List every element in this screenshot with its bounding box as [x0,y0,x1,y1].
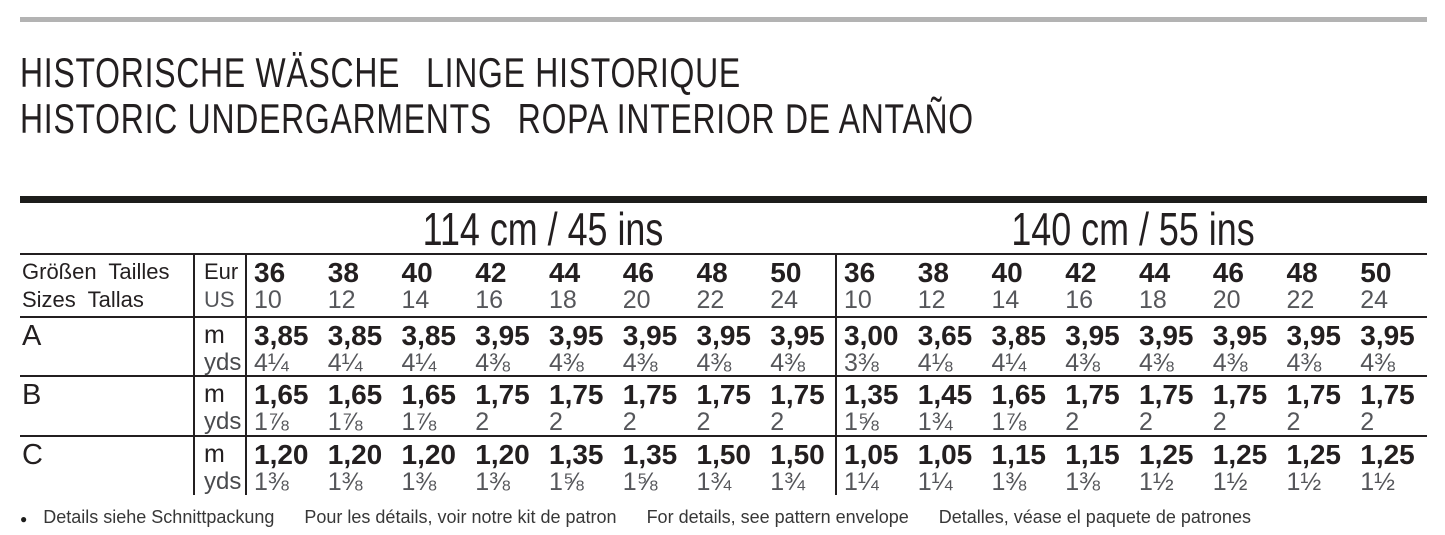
meters-value: 3,95 [622,320,678,351]
eur-size: 42 [475,257,507,288]
us-size: 14 [991,286,1020,314]
yardage-cell-a [1132,318,1206,375]
yards-value: 1¼ [917,468,953,495]
yards-value: 1¾ [770,468,806,495]
yardage-cell-c [616,437,690,495]
us-size: 24 [1360,286,1389,314]
yards-value: 2 [622,408,637,435]
yards-value: 2 [696,408,711,435]
table-row-view-a [20,316,1427,375]
unit-cell [195,377,247,435]
yardage-cell-a [690,318,764,375]
unit-cell [195,318,247,375]
view-label-cell [20,377,195,435]
yards-value: 2 [1360,408,1375,435]
title-spanish: ROPA INTERIOR DE ANTAÑO [517,95,974,142]
yardage-cell-c [1353,437,1427,495]
yards-value: 4⅜ [1360,349,1396,375]
meters-value: 3,00 [844,320,899,351]
meters-value: 1,75 [1212,379,1268,410]
yardage-cell-c [690,437,764,495]
yards-value: 1⅜ [991,468,1027,495]
size-column-header [1132,255,1206,316]
footer-note-french: Pour les détails, voir notre kit de patron [304,507,617,527]
us-size: 16 [475,286,504,314]
yards-value: 4⅜ [1139,349,1174,375]
yardage-cell-a [468,318,542,375]
us-size: 10 [844,286,872,314]
yardage-cell-a [395,318,469,375]
meters-value: 1,25 [1212,439,1268,470]
fabric-width-140: 140 cm / 55 ins [1011,203,1255,255]
yards-value: 1⅜ [475,468,511,495]
title-french: LINGE HISTORIQUE [426,49,741,96]
yardage-cell-a [763,318,837,375]
yards-value: 4⅜ [1286,349,1322,375]
yards-value: 2 [549,408,563,435]
meters-value: 3,95 [475,320,530,351]
yardage-cell-b [1206,377,1280,435]
yards-value: 1⅜ [327,468,363,495]
yards-value: 1⅝ [844,408,879,435]
yardage-cell-a [1353,318,1427,375]
yards-value: 1¼ [844,468,879,495]
yardage-cell-c [763,437,837,495]
meters-value: 3,95 [1286,320,1341,351]
meters-value: 1,75 [1139,379,1194,410]
meters-value: 3,95 [1360,320,1415,351]
yardage-cell-b [1132,377,1206,435]
eur-size: 42 [1065,257,1097,288]
yards-value: 4⅜ [1065,349,1101,375]
yardage-cell-c [1058,437,1132,495]
yards-value: 2 [1139,408,1153,435]
meters-value: 3,65 [917,320,973,351]
us-size: 16 [1065,286,1094,314]
meters-value: 3,95 [549,320,604,351]
table-top-bar [20,196,1427,203]
table-row-view-c [20,435,1427,495]
view-label-cell [20,437,195,495]
meters-value: 1,05 [844,439,899,470]
yardage-cell-a [247,318,321,375]
us-size: 20 [622,286,651,314]
unit-yards: yds [204,349,242,375]
meters-value: 1,15 [1065,439,1120,470]
view-letter: C [22,439,43,471]
yards-value: 3⅜ [844,349,879,375]
us-size: 24 [770,286,799,314]
fabric-width-headers [20,203,1427,253]
meters-value: 1,75 [549,379,604,410]
view-label-cell [20,318,195,375]
yardage-cell-a [837,318,911,375]
yardage-cell-c [1132,437,1206,495]
meters-value: 1,15 [991,439,1046,470]
yardage-cell-b [616,377,690,435]
yardage-cell-c [247,437,321,495]
size-system-eur: Eur [204,259,239,284]
yardage-cell-b [247,377,321,435]
size-column-header [321,255,395,316]
fabric-width-114: 114 cm / 45 ins [422,203,664,255]
yards-value: 4¼ [991,349,1027,375]
yardage-cell-b [911,377,985,435]
yards-value: 1⅞ [254,408,289,435]
yards-value: 2 [475,408,490,435]
meters-value: 1,35 [622,439,678,470]
yardage-cell-b [1058,377,1132,435]
unit-yards: yds [204,408,242,435]
yardage-cell-a [1206,318,1280,375]
us-size: 12 [327,286,356,314]
meters-value: 3,95 [1065,320,1120,351]
yards-value: 4⅜ [549,349,584,375]
meters-value: 3,85 [991,320,1046,351]
unit-meters: m [204,321,225,349]
meters-value: 1,20 [254,439,309,470]
meters-value: 3,85 [401,320,456,351]
footer-notes [20,507,1251,528]
unit-yards: yds [204,468,242,495]
page-title [20,50,1275,142]
meters-value: 3,95 [696,320,751,351]
title-line-2 [20,96,974,142]
yards-value: 1¾ [917,408,953,435]
yards-value: 1½ [1212,468,1248,495]
size-column-header [542,255,616,316]
yardage-cell-b [690,377,764,435]
yardage-cell-a [616,318,690,375]
us-size: 22 [696,286,725,314]
meters-value: 3,95 [1212,320,1268,351]
footer-note-spanish: Detalles, véase el paquete de patrones [938,507,1251,527]
us-size: 20 [1212,286,1241,314]
meters-value: 3,85 [327,320,383,351]
yardage-cell-c [911,437,985,495]
eur-size: 50 [1360,257,1392,288]
size-column-header [1280,255,1354,316]
yards-value: 1⅜ [254,468,289,495]
yardage-cell-c [468,437,542,495]
meters-value: 1,75 [770,379,825,410]
meters-value: 1,25 [1139,439,1194,470]
yards-value: 2 [770,408,785,435]
meters-value: 1,20 [327,439,383,470]
yards-value: 4⅜ [475,349,511,375]
size-column-header [395,255,469,316]
yards-value: 1⅜ [401,468,437,495]
size-column-header [985,255,1059,316]
size-column-header [690,255,764,316]
size-column-header [1058,255,1132,316]
meters-value: 1,45 [917,379,973,410]
yardage-cell-b [763,377,837,435]
unit-meters: m [204,380,225,408]
yardage-cell-c [395,437,469,495]
yardage-cell-b [985,377,1059,435]
yardage-cell-b [468,377,542,435]
table-row-view-b [20,375,1427,435]
view-letter: A [22,320,42,352]
meters-value: 1,65 [991,379,1046,410]
yardage-cell-c [542,437,616,495]
size-system-us: US [204,287,235,312]
yards-value: 4¼ [327,349,363,375]
yards-value: 4⅜ [622,349,658,375]
sizes-label-en-es: Sizes Tallas [22,287,144,312]
size-column-header [616,255,690,316]
yards-value: 4⅛ [917,349,953,375]
yardage-cell-a [911,318,985,375]
yards-value: 1½ [1360,468,1396,495]
yardage-cell-c [1206,437,1280,495]
yardage-cell-b [1353,377,1427,435]
yardage-cell-c [985,437,1059,495]
yards-value: 1⅞ [991,408,1027,435]
yards-value: 1⅜ [1065,468,1101,495]
yards-value: 1⅝ [549,468,584,495]
meters-value: 3,95 [1139,320,1194,351]
yards-value: 4¼ [401,349,437,375]
meters-value: 1,25 [1286,439,1341,470]
yardage-cell-b [1280,377,1354,435]
footer-note-german: Details siehe Schnittpackung [43,507,275,527]
meters-value: 3,95 [770,320,825,351]
yardage-cell-b [542,377,616,435]
eur-size: 40 [991,257,1023,288]
meters-value: 1,75 [1065,379,1120,410]
meters-value: 1,35 [549,439,604,470]
yards-value: 4⅜ [696,349,732,375]
eur-size: 46 [622,257,654,288]
eur-size: 50 [770,257,802,288]
yards-value: 1⅞ [401,408,437,435]
eur-size: 38 [917,257,949,288]
size-column-header [247,255,321,316]
eur-size: 46 [1212,257,1244,288]
size-column-header [1353,255,1427,316]
sizes-label-de-fr: Größen Tailles [22,259,170,284]
size-system-cell [195,255,247,316]
yards-value: 1⅞ [327,408,363,435]
yardage-cell-c [837,437,911,495]
yardage-cell-b [321,377,395,435]
eur-size: 36 [844,257,876,288]
eur-size: 48 [696,257,728,288]
meters-value: 1,75 [1360,379,1415,410]
title-line-1 [20,50,974,96]
size-column-header [468,255,542,316]
yardage-cell-c [1280,437,1354,495]
meters-value: 1,35 [844,379,899,410]
yards-value: 4⅜ [770,349,806,375]
yardage-cell-a [985,318,1059,375]
eur-size: 40 [401,257,433,288]
view-letter: B [22,379,42,411]
eur-size: 48 [1286,257,1318,288]
yardage-cell-a [1280,318,1354,375]
yards-value: 1⅝ [622,468,658,495]
yardage-table [20,253,1427,495]
yards-value: 4¼ [254,349,289,375]
sizes-label-cell [20,255,195,316]
meters-value: 1,75 [696,379,751,410]
eur-size: 38 [327,257,359,288]
footer-note-english: For details, see pattern envelope [646,507,909,527]
us-size: 18 [549,286,577,314]
meters-value: 3,85 [254,320,309,351]
eur-size: 36 [254,257,286,288]
us-size: 14 [401,286,430,314]
us-size: 10 [254,286,282,314]
meters-value: 1,65 [327,379,383,410]
meters-value: 1,20 [401,439,456,470]
yardage-cell-a [542,318,616,375]
meters-value: 1,25 [1360,439,1415,470]
unit-cell [195,437,247,495]
yards-value: 1½ [1139,468,1174,495]
yards-value: 1½ [1286,468,1322,495]
meters-value: 1,05 [917,439,973,470]
yards-value: 1¾ [696,468,732,495]
eur-size: 44 [1139,257,1171,288]
size-column-header [911,255,985,316]
eur-size: 44 [549,257,581,288]
unit-meters: m [204,440,225,468]
yardage-cell-c [321,437,395,495]
meters-value: 1,75 [622,379,678,410]
yardage-cell-b [837,377,911,435]
yardage-cell-a [321,318,395,375]
size-column-header [1206,255,1280,316]
fabric-width-spacer [20,203,247,253]
yards-value: 4⅜ [1212,349,1248,375]
meters-value: 1,50 [770,439,825,470]
us-size: 12 [917,286,946,314]
us-size: 22 [1286,286,1315,314]
size-column-header [763,255,837,316]
meters-value: 1,75 [475,379,530,410]
yardage-cell-a [1058,318,1132,375]
yards-value: 2 [1286,408,1301,435]
yards-value: 2 [1212,408,1227,435]
meters-value: 1,65 [254,379,309,410]
top-divider-rule [20,17,1427,22]
sizes-header-row [20,253,1427,316]
title-english: HISTORIC UNDERGARMENTS [20,95,492,142]
meters-value: 1,50 [696,439,751,470]
meters-value: 1,65 [401,379,456,410]
yards-value: 2 [1065,408,1080,435]
meters-value: 1,75 [1286,379,1341,410]
us-size: 18 [1139,286,1167,314]
yardage-cell-b [395,377,469,435]
meters-value: 1,20 [475,439,530,470]
title-german: HISTORISCHE WÄSCHE [20,49,401,96]
bullet-icon: ● [20,512,28,526]
size-column-header [837,255,911,316]
